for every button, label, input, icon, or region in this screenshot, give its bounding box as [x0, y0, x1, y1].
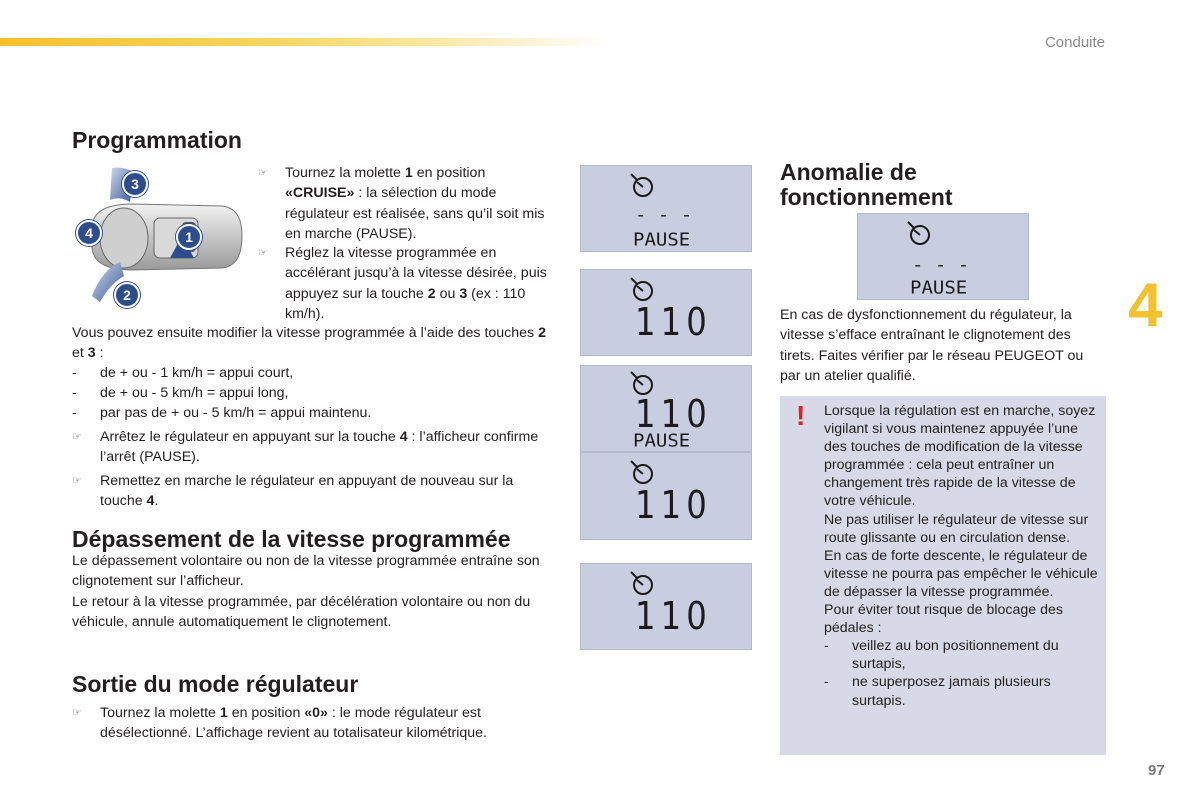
- warning-text: [824, 402, 1102, 710]
- display-speed-value: 110: [635, 300, 712, 344]
- display-status: PAUSE: [633, 430, 691, 452]
- bullet-marker-icon: ☞: [258, 167, 268, 179]
- anomalie-paragraph: En cas de dysfonctionnement du régulateur, la vitesse s’efface entraînant le clignotement des tirets. Faites vérifier par le réseau PEUGEOT ou par un atelier qualifié.: [780, 307, 1084, 384]
- display-status: PAUSE: [910, 277, 968, 299]
- warning-paragraph: Ne pas utiliser le régulateur de vitesse sur route glissante ou en circulation dense.: [824, 511, 1089, 546]
- display-speed-exit: [580, 563, 752, 650]
- display-speed-value: 110: [635, 392, 712, 436]
- chapter-number: 4: [1128, 271, 1163, 340]
- display-status: PAUSE: [633, 229, 691, 251]
- display-dashes: - - -: [912, 254, 970, 276]
- modify-paragraph: Vous pouvez ensuite modifier la vitesse programmée à l’aide des touches 2 et 3 :: [72, 325, 546, 362]
- display-pause: [580, 165, 752, 252]
- warning-paragraph: Pour éviter tout risque de blocage des pédales :: [824, 602, 1063, 637]
- display-anomaly: [857, 213, 1029, 300]
- bullet-exit: ☞ Tournez la molette 1 en position «0» : le mode régulateur est désélectionné. L’affichage revient au totalisateur kilométrique.: [72, 705, 487, 742]
- depassement-paragraph-1: Le dépassement volontaire ou non de la vitesse programmée entraîne son clignotement sur l’afficheur.: [72, 553, 540, 590]
- bullet-restart: ☞ Remettez en marche le régulateur en appuyant de nouveau sur la touche 4.: [72, 473, 514, 510]
- bullet-set-speed: ☞ Réglez la vitesse programmée en accélérant jusqu’à la vitesse désirée, puis appuyez sur la touche 2 ou 3 (ex : 110 km/h).: [258, 245, 547, 322]
- display-speed-blink: [580, 452, 752, 540]
- anomalie-title-line-1: Anomalie de: [780, 159, 917, 185]
- callout-2: 2: [114, 282, 140, 308]
- programmation-title: Programmation: [72, 127, 242, 153]
- anomalie-title-line-2: fonctionnement: [780, 184, 953, 210]
- stalk-illustration: [72, 166, 248, 308]
- warning-paragraph: Lorsque la régulation est en marche, soyez vigilant si vous maintenez appuyée l’une des touches de modification de la vitesse programmée : cela peut entraîner un changement très rapide de la vitesse de votre véhicule.: [824, 403, 1096, 510]
- bullet-stop: ☞ Arrêtez le régulateur en appuyant sur la touche 4 : l’afficheur confirme l’arrêt (PAUSE).: [72, 429, 539, 466]
- callout-4: 4: [76, 220, 102, 246]
- bullet-turn-dial: ☞ Tournez la molette 1 en position «CRUISE» : la sélection du mode régulateur est réalisée, sans qu’il soit mis en marche (PAUSE).: [258, 165, 545, 242]
- display-speed: [580, 269, 752, 356]
- page-number: 97: [1148, 762, 1165, 779]
- sortie-title: Sortie du mode régulateur: [72, 671, 359, 697]
- callout-1: 1: [176, 224, 202, 250]
- header-accent-bar: [0, 38, 610, 46]
- warning-paragraph: En cas de forte descente, le régulateur de vitesse ne pourra pas empêcher le véhicule de dépasser la vitesse programmée.: [824, 547, 1098, 600]
- display-speed-value: 110: [635, 483, 712, 527]
- bullet-marker-icon: ☞: [72, 431, 82, 443]
- bullet-marker-icon: ☞: [258, 247, 268, 259]
- display-dashes: - - -: [635, 204, 693, 226]
- warning-box: [780, 396, 1106, 755]
- callout-3: 3: [122, 171, 148, 197]
- bullet-marker-icon: ☞: [72, 475, 82, 487]
- bullet-marker-icon: ☞: [72, 707, 82, 719]
- anomalie-title: [780, 160, 953, 210]
- depassement-title: Dépassement de la vitesse programmée: [72, 526, 511, 552]
- section-label: Conduite: [1044, 34, 1105, 51]
- display-speed-pause: [580, 365, 752, 452]
- warning-dash-item: - ne superposez jamais plusieurs surtapis.: [824, 674, 1051, 709]
- display-speed-value: 110: [635, 594, 712, 638]
- warning-dash-item: - veillez au bon positionnement du surtapis,: [824, 638, 1059, 673]
- depassement-paragraph-2: Le retour à la vitesse programmée, par décélération volontaire ou non du véhicule, annule automatiquement le clignotement.: [72, 594, 531, 631]
- warning-icon: !: [796, 400, 806, 431]
